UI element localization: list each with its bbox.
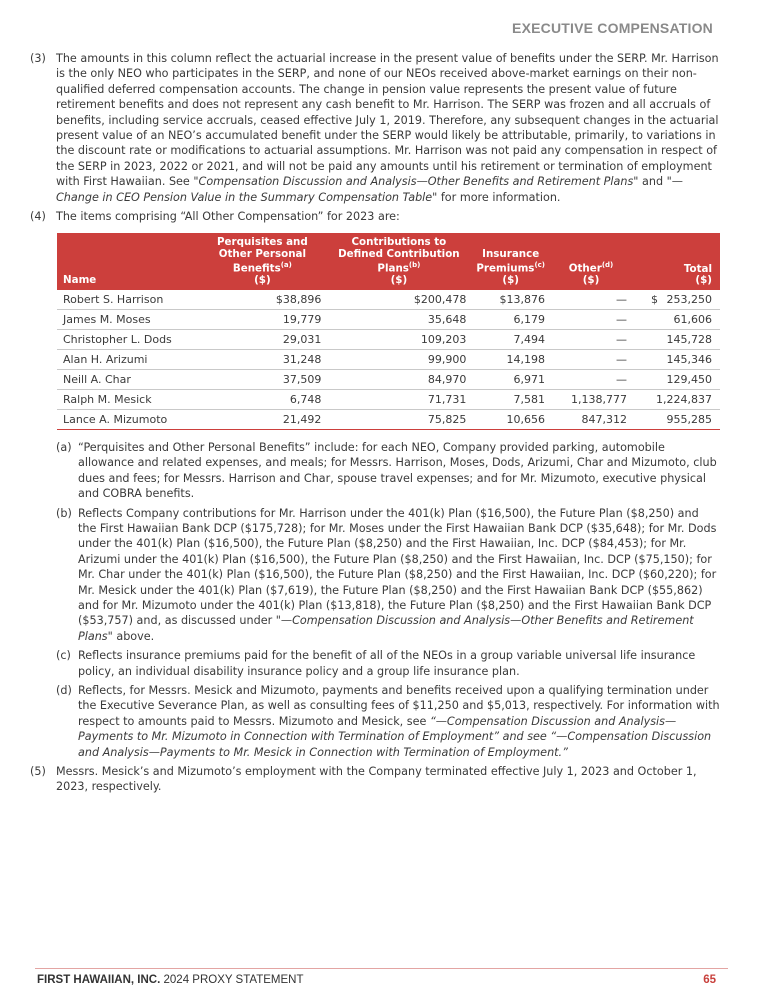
cell-contributions: $200,478 xyxy=(326,290,471,310)
table-row xyxy=(57,349,720,369)
footnote-label: (d) xyxy=(56,683,72,697)
cell-other: — xyxy=(550,369,632,389)
footer-divider xyxy=(35,968,728,969)
footnote-text-part: Reflects Company contributions for Mr. Harrison under the 401(k) Plan ($16,500), the Future Plan ($8,250) and the First Hawaiian Bank DCP ($175,728); for Mr. Moses under the First Hawaiian Bank DCP ($35,648); for Mr. Dods under the 401(k) Plan ($16,500), the Future Plan ($8,250) and the First Hawaiian, Inc. DCP ($84,453); for Mr. Arizumi under the 401(k) Plan ($16,500), the Future Plan ($8,250) and the First Hawaiian, Inc. DCP ($75,150); for Mr. Char under the 401(k) Plan ($16,500), the Future Plan ($8,250) and the First Hawaiian, Inc. DCP ($60,220); for Mr. Mesick under the 401(k) Plan ($7,619), the Future Plan ($8,250) and the First Hawaiian Bank DCP ($55,862) and for Mr. Mizumoto under the 401(k) Plan ($13,818), the Future Plan ($8,250) and the First Hawaiian Bank DCP ($53,757) and, as discussed under " xyxy=(78,506,717,628)
column-header-other: Other$^{(d)}$ ($) xyxy=(550,233,632,289)
note-number: (3) xyxy=(30,52,46,65)
cell-other: 847,312 xyxy=(550,409,632,429)
column-header-name: Name xyxy=(57,233,198,289)
cell-insurance: $13,876 xyxy=(471,290,550,310)
cell-insurance: 7,494 xyxy=(471,329,550,349)
footnote-a xyxy=(56,440,720,502)
cell-total: 955,285 xyxy=(632,409,720,429)
cell-total: 129,450 xyxy=(632,369,720,389)
cell-name: James M. Moses xyxy=(57,309,198,329)
cell-other: — xyxy=(550,290,632,310)
cell-insurance: 10,656 xyxy=(471,409,550,429)
cell-name: Alan H. Arizumi xyxy=(57,349,198,369)
note-5 xyxy=(30,764,720,795)
cell-other: — xyxy=(550,329,632,349)
cell-name: Ralph M. Mesick xyxy=(57,389,198,409)
cell-insurance: 7,581 xyxy=(471,389,550,409)
cell-total: 145,346 xyxy=(632,349,720,369)
cell-total: 61,606 xyxy=(632,309,720,329)
cell-name: Lance A. Mizumoto xyxy=(57,409,198,429)
note-text xyxy=(56,51,720,205)
footnote-label: (c) xyxy=(56,649,71,663)
page-content xyxy=(30,51,720,799)
footnote-label: (b) xyxy=(56,506,72,520)
cell-total: 1,224,837 xyxy=(632,389,720,409)
footnote-text xyxy=(78,506,720,645)
cell-perquisites: 31,248 xyxy=(198,349,326,369)
cell-contributions: 71,731 xyxy=(326,389,471,409)
cell-insurance: 6,179 xyxy=(471,309,550,329)
footnote-b xyxy=(56,506,720,645)
cross-reference: Compensation Discussion and Analysis—Other Benefits and Retirement Plans xyxy=(198,175,634,189)
note-text-part: " for more information. xyxy=(432,190,561,204)
footnote-text-part: Reflects, for Messrs. Mesick and Mizumoto, payments and benefits received upon a qualifying termination under the Executive Severance Plan, as well as consulting fees of $11,250 and $5,013, respectively. For information with respect to amounts paid to Messrs. Mizumoto and Mesick, see xyxy=(78,683,720,728)
table-row xyxy=(57,290,720,310)
footnote-text xyxy=(78,683,720,760)
cell-total: 145,728 xyxy=(632,329,720,349)
footnote-d xyxy=(56,683,720,760)
cell-perquisites: 19,779 xyxy=(198,309,326,329)
note-text: Messrs. Mesick’s and Mizumoto’s employment with the Company terminated effective July 1, 2023 and October 1, 2023, respectively. xyxy=(56,765,697,794)
cell-total: $ 253,250 xyxy=(632,290,720,310)
page-number: 65 xyxy=(703,974,716,986)
footnote-label: (a) xyxy=(56,440,72,454)
note-text-part: " and " xyxy=(633,175,672,189)
cell-name: Neill A. Char xyxy=(57,369,198,389)
cell-insurance: 6,971 xyxy=(471,369,550,389)
all-other-compensation-table xyxy=(57,233,720,429)
cross-reference: —Compensation Discussion and Analysis—Other Benefits and Retirement Plans xyxy=(78,614,694,643)
cell-contributions: 84,970 xyxy=(326,369,471,389)
column-header-perquisites: Perquisites and Other Personal Benefits$^{(a)}$ ($) xyxy=(198,233,326,289)
cell-contributions: 109,203 xyxy=(326,329,471,349)
cell-perquisites: $38,896 xyxy=(198,290,326,310)
column-header-contributions: Contributions to Defined Contribution Plans$^{(b)}$ ($) xyxy=(326,233,471,289)
table-row xyxy=(57,389,720,409)
note-number: (5) xyxy=(30,765,46,779)
cell-other: — xyxy=(550,309,632,329)
cross-reference: —Change in CEO Pension Value in the Summary Compensation Table xyxy=(56,175,683,204)
table-row xyxy=(57,409,720,429)
footnote-text-part: " above. xyxy=(107,629,155,643)
footnote-text: Reflects insurance premiums paid for the benefit of all of the NEOs in a group variable universal life insurance policy, an individual disability insurance policy and a group life insurance plan. xyxy=(78,649,696,678)
note-3 xyxy=(30,51,720,205)
cell-name: Christopher L. Dods xyxy=(57,329,198,349)
note-text-part: The amounts in this column reflect the actuarial increase in the present value of benefits under the SERP. Mr. Harrison is the only NEO who participates in the SERP, and none of our NEOs received above-market earnings on their non-qualified deferred compensation accounts. The change in pension value represents the present value of future retirement benefits and does not represent any cash benefit to Mr. Harrison. The SERP was frozen and all accruals of benefits, including service accruals, ceased effective July 1, 2019. Therefore, any subsequent changes in the actuarial present value of an NEO’s accumulated benefit under the SERP would likely be attributable, primarily, to variations in the discount rate or modifications to actuarial assumptions. Mr. Harrison was not paid any compensation in respect of the SERP in 2023, 2022 or 2021, and will not be paid any amounts until his retirement or termination of employment with First Hawaiian. See " xyxy=(56,52,719,189)
note-number: (4) xyxy=(30,210,46,224)
table-header-row xyxy=(57,233,720,289)
column-header-total: Total ($) xyxy=(632,233,720,289)
cell-perquisites: 37,509 xyxy=(198,369,326,389)
cell-other: — xyxy=(550,349,632,369)
cell-perquisites: 21,492 xyxy=(198,409,326,429)
cell-perquisites: 6,748 xyxy=(198,389,326,409)
cross-reference: “—Compensation Discussion and Analysis—Payments to Mr. Mizumoto in Connection with Termination of Employment” and see “—Compensation Discussion and Analysis—Payments to Mr. Mesick in Connection with Termination of Employment.” xyxy=(78,714,712,759)
footnote-text: “Perquisites and Other Personal Benefits” include: for each NEO, Company provided parking, automobile allowance and related expenses, and meals; for Messrs. Harrison, Moses, Dods, Arizumi, Char and Mizumoto, club dues and fees; for Messrs. Harrison and Char, spouse travel expenses; and for Mr. Mizumoto, executive physical and COBRA benefits. xyxy=(78,440,717,501)
cell-other: 1,138,777 xyxy=(550,389,632,409)
cell-name: Robert S. Harrison xyxy=(57,290,198,310)
section-title: EXECUTIVE COMPENSATION xyxy=(512,20,713,36)
footnote-c xyxy=(56,648,720,679)
note-text: The items comprising “All Other Compensation” for 2023 are: xyxy=(56,210,400,224)
note-4 xyxy=(30,209,720,224)
cell-contributions: 75,825 xyxy=(326,409,471,429)
footer-document-title xyxy=(37,974,303,986)
document-name: 2024 PROXY STATEMENT xyxy=(160,974,304,986)
table-row xyxy=(57,369,720,389)
column-header-insurance: Insurance Premiums$^{(c)}$ ($) xyxy=(471,233,550,289)
cell-contributions: 99,900 xyxy=(326,349,471,369)
table-row xyxy=(57,329,720,349)
cell-insurance: 14,198 xyxy=(471,349,550,369)
company-name: FIRST HAWAIIAN, INC. xyxy=(37,974,161,986)
table-row xyxy=(57,309,720,329)
cell-perquisites: 29,031 xyxy=(198,329,326,349)
cell-contributions: 35,648 xyxy=(326,309,471,329)
